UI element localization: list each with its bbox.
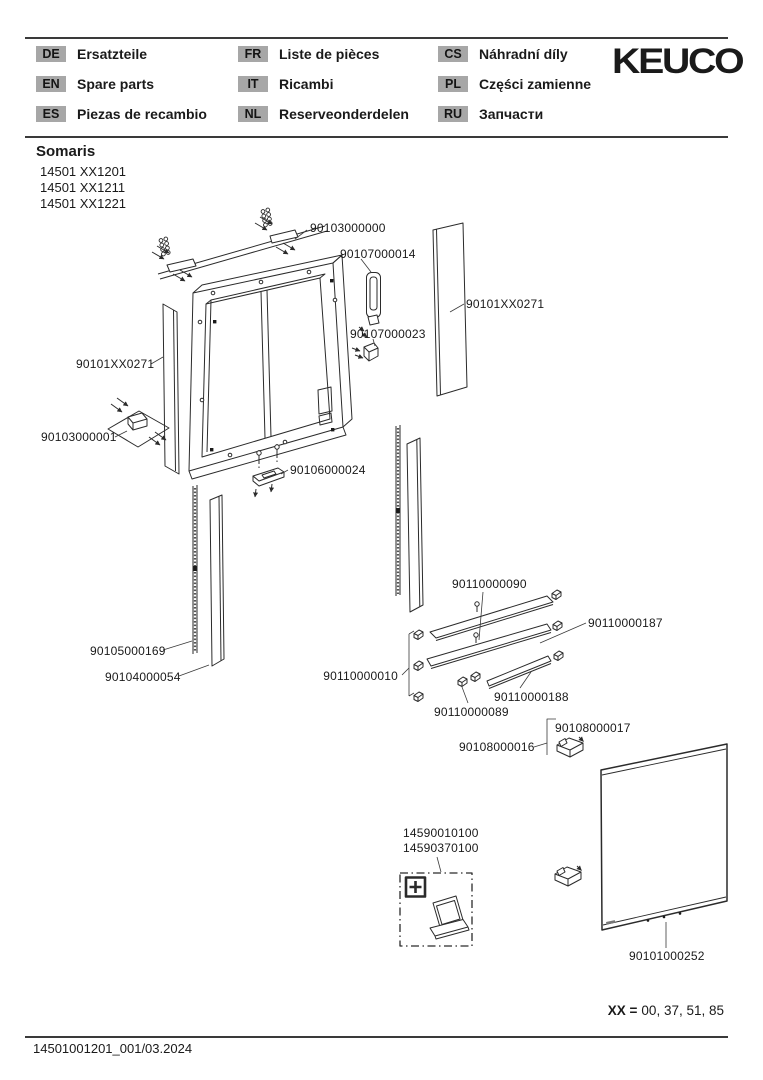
part-label-90110000010: 90110000010 — [323, 669, 398, 683]
part-label-90101000252: 90101000252 — [629, 949, 705, 963]
language-badge-es: ES — [36, 106, 66, 122]
door-catch — [352, 343, 378, 361]
bottom-bracket — [253, 444, 284, 497]
door-hinges — [555, 737, 584, 886]
part-label-90103000000: 90103000000 — [310, 221, 386, 235]
language-badge-fr: FR — [238, 46, 268, 62]
language-label-fr: Liste de pièces — [279, 46, 380, 62]
mirror-door — [601, 744, 727, 930]
part-label-90107000023: 90107000023 — [350, 327, 426, 341]
language-label-es: Piezas de recambio — [77, 106, 207, 122]
language-label-ru: Запчасти — [479, 106, 544, 122]
part-label-90104000054: 90104000054 — [105, 670, 181, 684]
cabinet-body — [189, 255, 352, 479]
language-badge-de: DE — [36, 46, 66, 62]
language-badge-it: IT — [238, 76, 268, 92]
variant-prefix: XX = — [607, 1003, 638, 1018]
part-label-90108000016: 90108000016 — [459, 740, 535, 754]
language-badge-cs: CS — [438, 46, 468, 62]
variant-values: 00, 37, 51, 85 — [641, 1003, 724, 1018]
cover-panel-left — [210, 495, 224, 666]
document-number: 14501001201_001/03.2024 — [33, 1041, 193, 1056]
part-label-90101xx0271-left: 90101XX0271 — [76, 357, 155, 371]
language-label-en: Spare parts — [77, 76, 155, 92]
glass-shelves — [427, 596, 553, 689]
model-number-3: 14501 XX1221 — [40, 196, 127, 211]
part-label-90110000090: 90110000090 — [452, 577, 527, 591]
part-label-14590370100: 14590370100 — [403, 841, 479, 855]
product-name: Somaris — [36, 143, 96, 160]
brand-logo: KEUCO — [612, 42, 743, 81]
language-badge-nl: NL — [238, 106, 268, 122]
laptop-icon — [430, 896, 469, 939]
language-label-de: Ersatzteile — [77, 46, 148, 62]
fixing-set — [108, 398, 169, 447]
part-label-90110000187: 90110000187 — [588, 616, 663, 630]
footer-rule — [25, 1036, 728, 1038]
part-label-90108000017: 90108000017 — [555, 721, 631, 735]
language-label-it: Ricambi — [279, 76, 334, 92]
plus-icon — [406, 878, 425, 897]
model-number-1: 14501 XX1201 — [40, 164, 127, 179]
side-panel-left — [163, 304, 179, 474]
language-label-pl: Części zamienne — [479, 76, 592, 92]
part-label-90110000188: 90110000188 — [494, 690, 569, 704]
model-number-2: 14501 XX1211 — [40, 180, 126, 195]
part-label-90105000169: 90105000169 — [90, 644, 166, 658]
language-badge-en: EN — [36, 76, 66, 92]
language-label-cs: Náhradní díly — [479, 46, 568, 62]
part-label-90103000001: 90103000001 — [41, 430, 117, 444]
part-label-90110000089: 90110000089 — [434, 705, 509, 719]
led-strip-left — [193, 485, 197, 654]
language-label-nl: Reserveonderdelen — [279, 106, 409, 122]
language-badge-ru: RU — [438, 106, 468, 122]
part-label-90101xx0271-right: 90101XX0271 — [466, 297, 545, 311]
led-strip-right — [396, 425, 400, 596]
part-label-90107000014: 90107000014 — [340, 247, 416, 261]
variant-note — [608, 1003, 724, 1018]
language-badge-pl: PL — [438, 76, 468, 92]
part-label-90106000024: 90106000024 — [290, 463, 366, 477]
side-panel-right — [433, 223, 467, 396]
part-label-14590010100: 14590010100 — [403, 826, 479, 840]
accessory-box — [400, 873, 472, 946]
cover-panel-right — [407, 438, 423, 612]
